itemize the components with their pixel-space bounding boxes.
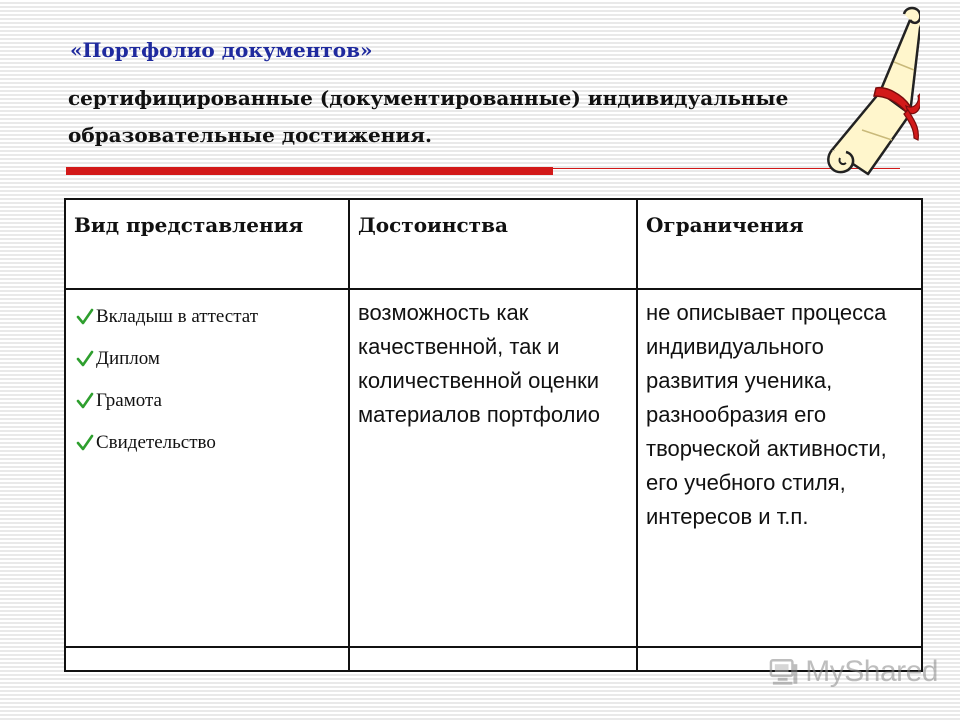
types-cell [65, 289, 349, 647]
checkmark-icon [76, 308, 94, 326]
type-label: Грамота [96, 390, 162, 411]
table-body-row [65, 289, 922, 647]
type-label: Вкладыш в аттестат [96, 306, 259, 327]
checkmark-icon [76, 350, 94, 368]
header-limitations: Ограничения [637, 199, 922, 289]
watermark [768, 654, 938, 690]
types-list [76, 296, 344, 464]
header-advantages: Достоинства [349, 199, 637, 289]
checkmark-icon [76, 392, 94, 410]
title-red-rule [66, 167, 553, 175]
advantages-cell: возможность как качественной, так и количественной оценки материалов портфолио [349, 289, 637, 647]
checkmark-icon [76, 434, 94, 452]
portfolio-table [64, 198, 923, 672]
empty-cell [349, 647, 637, 671]
empty-cell [65, 647, 349, 671]
limitations-cell: не описывает процесса индивидуального развития ученика, разнообразия его творческой активности, его учебного стиля, интересов и т.п. [637, 289, 922, 647]
header-type: Вид представления [65, 199, 349, 289]
computer-icon [768, 656, 799, 688]
slide-subtitle: сертифицированные (документированные) индивидуальные образовательные достижения. [68, 86, 789, 147]
table-header-row [65, 199, 922, 289]
slide-title: «Портфолио документов» [70, 38, 373, 62]
list-item [76, 380, 344, 422]
list-item [76, 296, 344, 338]
watermark-text: MyShared [805, 655, 938, 688]
type-label: Свидетельство [96, 432, 216, 453]
list-item [76, 422, 344, 464]
type-label: Диплом [96, 348, 160, 369]
diploma-scroll-icon [810, 2, 920, 182]
list-item [76, 338, 344, 380]
